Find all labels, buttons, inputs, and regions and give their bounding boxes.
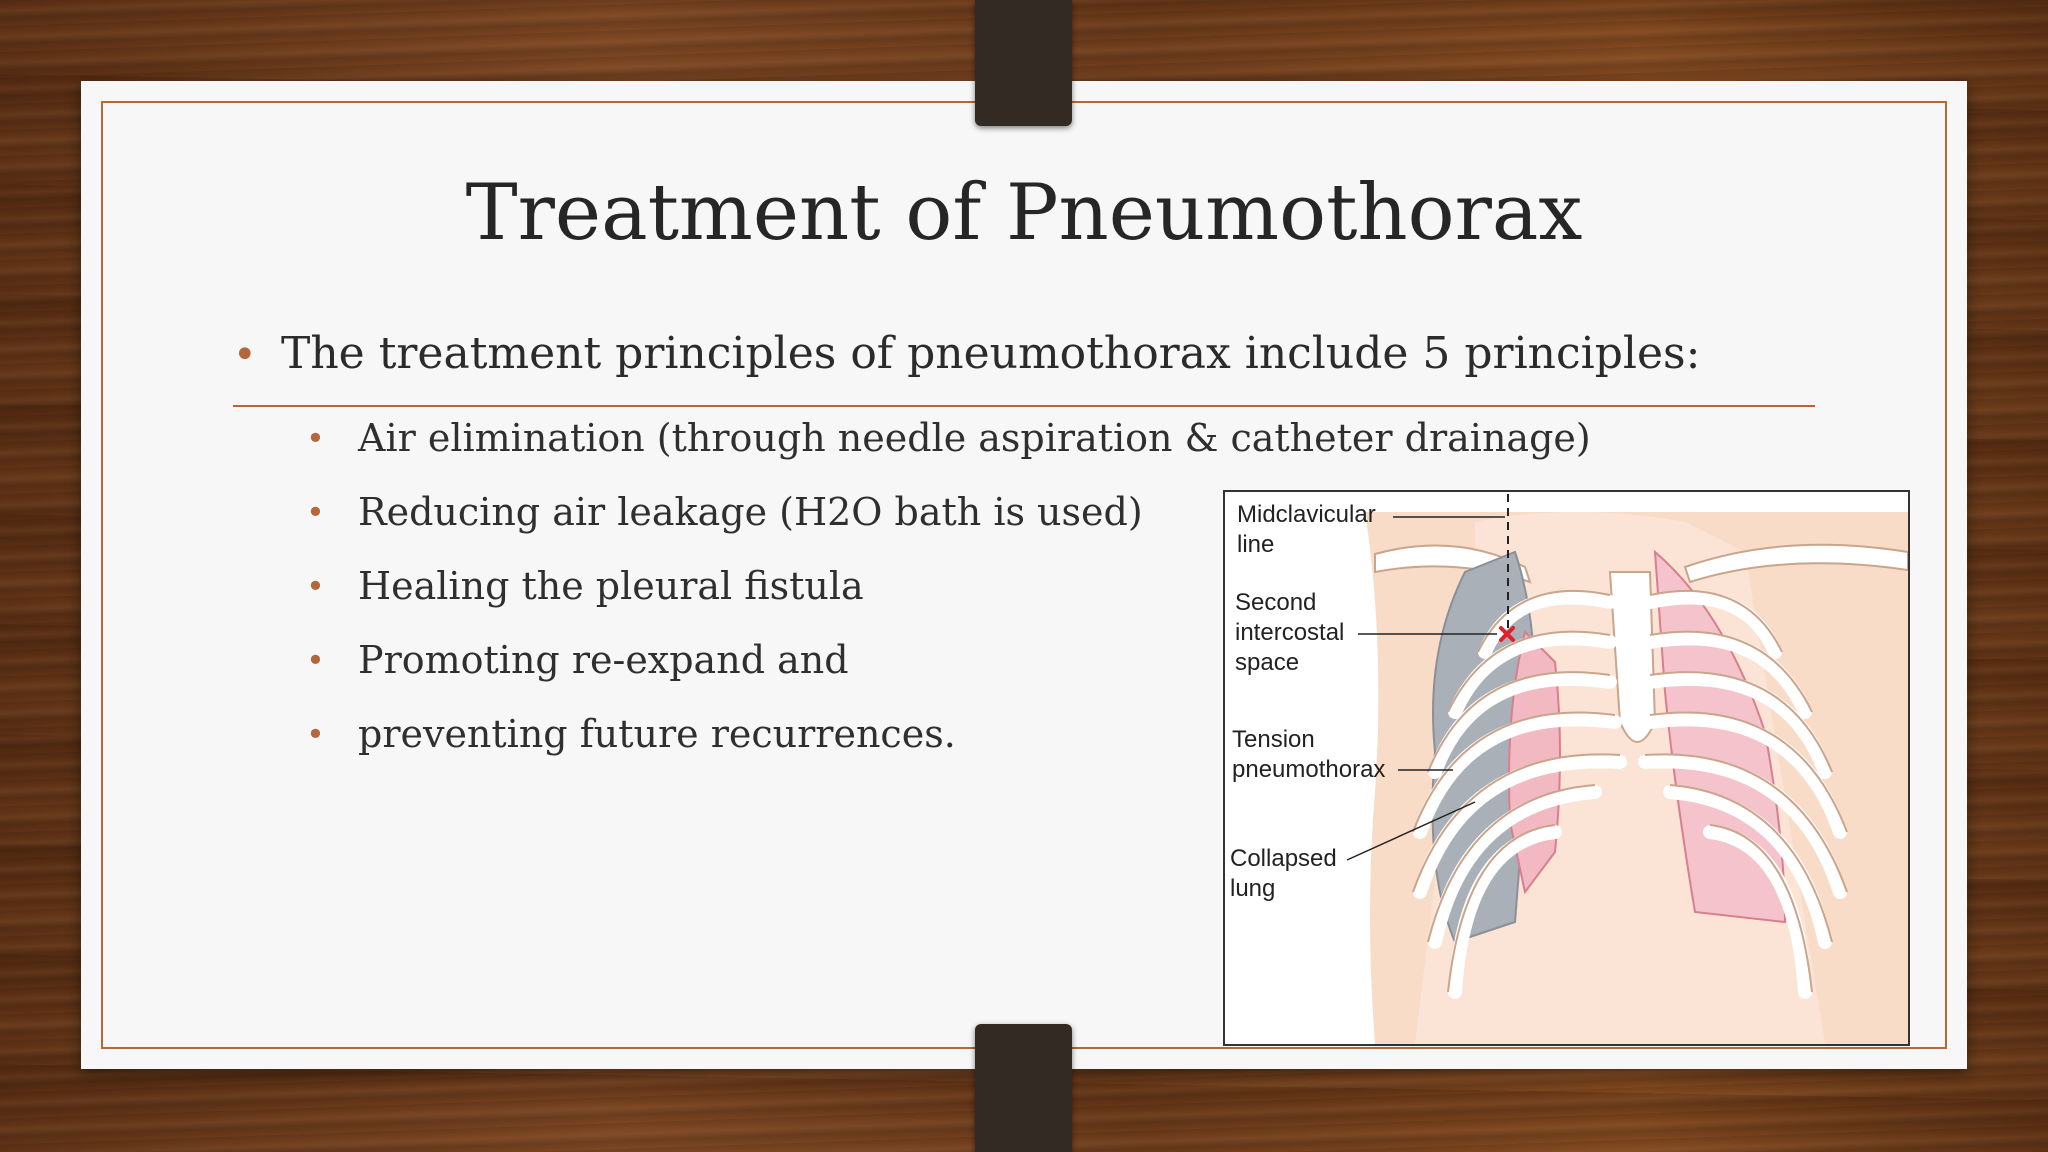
main-bullet: [233, 328, 1700, 379]
binder-clip-top: [975, 0, 1072, 126]
divider-line: [233, 405, 1815, 407]
sub-bullet-text: Reducing air leakage (H2O bath is used): [358, 490, 1143, 534]
sub-bullet-text: Air elimination (through needle aspiration & catheter drainage): [358, 416, 1591, 460]
bullet-dot: •: [306, 567, 325, 605]
sub-bullet-text: preventing future recurrences.: [358, 712, 956, 756]
bullet-dot: •: [306, 641, 325, 679]
bullet-dot: •: [233, 332, 257, 378]
main-bullet-text: The treatment principles of pneumothorax include 5 principles:: [281, 328, 1701, 379]
chest-diagram: [1223, 490, 1910, 1046]
sub-bullet-text: Healing the pleural fistula: [358, 564, 864, 608]
bullet-dot: •: [306, 419, 325, 457]
label-midclavicular-line: Midclavicular line: [1237, 501, 1376, 558]
bullet-dot: •: [306, 715, 325, 753]
slide-title: Treatment of Pneumothorax: [465, 168, 1583, 258]
binder-clip-bottom: [975, 1024, 1072, 1152]
label-second-intercostal-space: Second intercostal space: [1235, 589, 1345, 676]
sub-bullet-text: Promoting re-expand and: [358, 638, 849, 682]
list-item: [306, 412, 1591, 486]
label-tension-pneumothorax: Tension pneumothorax: [1232, 726, 1386, 783]
label-collapsed-lung: Collapsed lung: [1230, 845, 1337, 902]
bullet-dot: •: [306, 493, 325, 531]
